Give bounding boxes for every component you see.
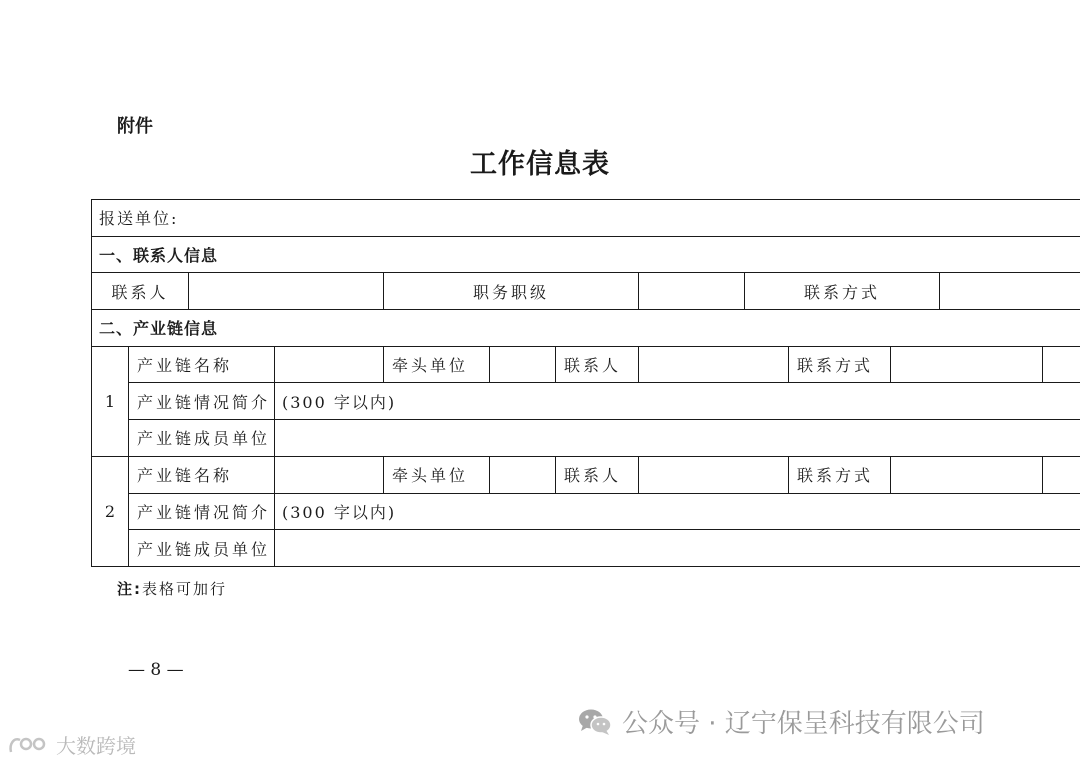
- contact-method-input[interactable]: [940, 273, 1080, 310]
- watermark-official-account: [578, 703, 985, 740]
- lead-unit-input[interactable]: [490, 456, 556, 493]
- page-number: — 8 —: [128, 660, 184, 680]
- chain-name-label: 产业链名称: [129, 456, 275, 493]
- chain-name-input[interactable]: [275, 456, 384, 493]
- brand-logo-icon: [8, 734, 52, 756]
- chain-2-index: 2: [92, 456, 129, 566]
- chain-method-input[interactable]: [891, 456, 1043, 493]
- watermark-left-text: 大数跨境: [56, 734, 136, 758]
- work-info-form: [91, 199, 1080, 567]
- chain-name-label: 产业链名称: [129, 346, 275, 383]
- submitting-unit-row: [92, 200, 1080, 237]
- note-prefix: 注:: [117, 580, 142, 598]
- chain-members-input[interactable]: [275, 420, 1080, 457]
- chain-name-input[interactable]: [275, 346, 384, 383]
- chain-intro-label: 产业链情况简介: [129, 383, 275, 420]
- contact-label: 联系人: [92, 273, 189, 310]
- position-label: 职务职级: [384, 273, 639, 310]
- section-contact-row: [92, 236, 1080, 273]
- chain-contact-label: 联系人: [556, 346, 639, 383]
- chain-members-label: 产业链成员单位: [129, 530, 275, 567]
- lead-unit-label: 牵头单位: [384, 346, 490, 383]
- position-input[interactable]: [639, 273, 745, 310]
- chain-method-label: 联系方式: [789, 346, 891, 383]
- chain-2-members-row: [92, 530, 1080, 567]
- chain-contact-input[interactable]: [639, 456, 789, 493]
- chain-2-name-row: [92, 456, 1080, 493]
- chain-1-intro-row: [92, 383, 1080, 420]
- section-chain-heading: 二、产业链信息: [92, 310, 1080, 347]
- chain-contact-label: 联系人: [556, 456, 639, 493]
- chain-members-input[interactable]: [275, 530, 1080, 567]
- contact-row: [92, 273, 1080, 310]
- chain-2-intro-row: [92, 493, 1080, 530]
- lead-unit-input[interactable]: [490, 346, 556, 383]
- submitting-unit-field[interactable]: 报送单位:: [92, 200, 1080, 237]
- table-note: [117, 578, 227, 599]
- watermark-right-text: 公众号 · 辽宁保呈科技有限公司: [622, 709, 985, 739]
- chain-1-members-row: [92, 420, 1080, 457]
- chain-intro-label: 产业链情况简介: [129, 493, 275, 530]
- section-chain-row: [92, 310, 1080, 347]
- chain-method-label: 联系方式: [789, 456, 891, 493]
- page-title: 工作信息表: [470, 149, 610, 180]
- chain-intro-input[interactable]: (300 字以内): [275, 493, 1080, 530]
- chain-method-input[interactable]: [891, 346, 1043, 383]
- chain-1-name-row: [92, 346, 1080, 383]
- lead-unit-label: 牵头单位: [384, 456, 490, 493]
- contact-input[interactable]: [189, 273, 384, 310]
- contact-method-label: 联系方式: [745, 273, 940, 310]
- wechat-icon: [578, 708, 612, 736]
- chain-members-label: 产业链成员单位: [129, 420, 275, 457]
- chain-contact-input[interactable]: [639, 346, 789, 383]
- chain-intro-input[interactable]: (300 字以内): [275, 383, 1080, 420]
- watermark-brand: [8, 730, 136, 759]
- note-text: 表格可加行: [142, 580, 228, 598]
- chain-1-index: 1: [92, 346, 129, 456]
- section-contact-heading: 一、联系人信息: [92, 236, 1080, 273]
- attachment-label: 附件: [117, 116, 153, 137]
